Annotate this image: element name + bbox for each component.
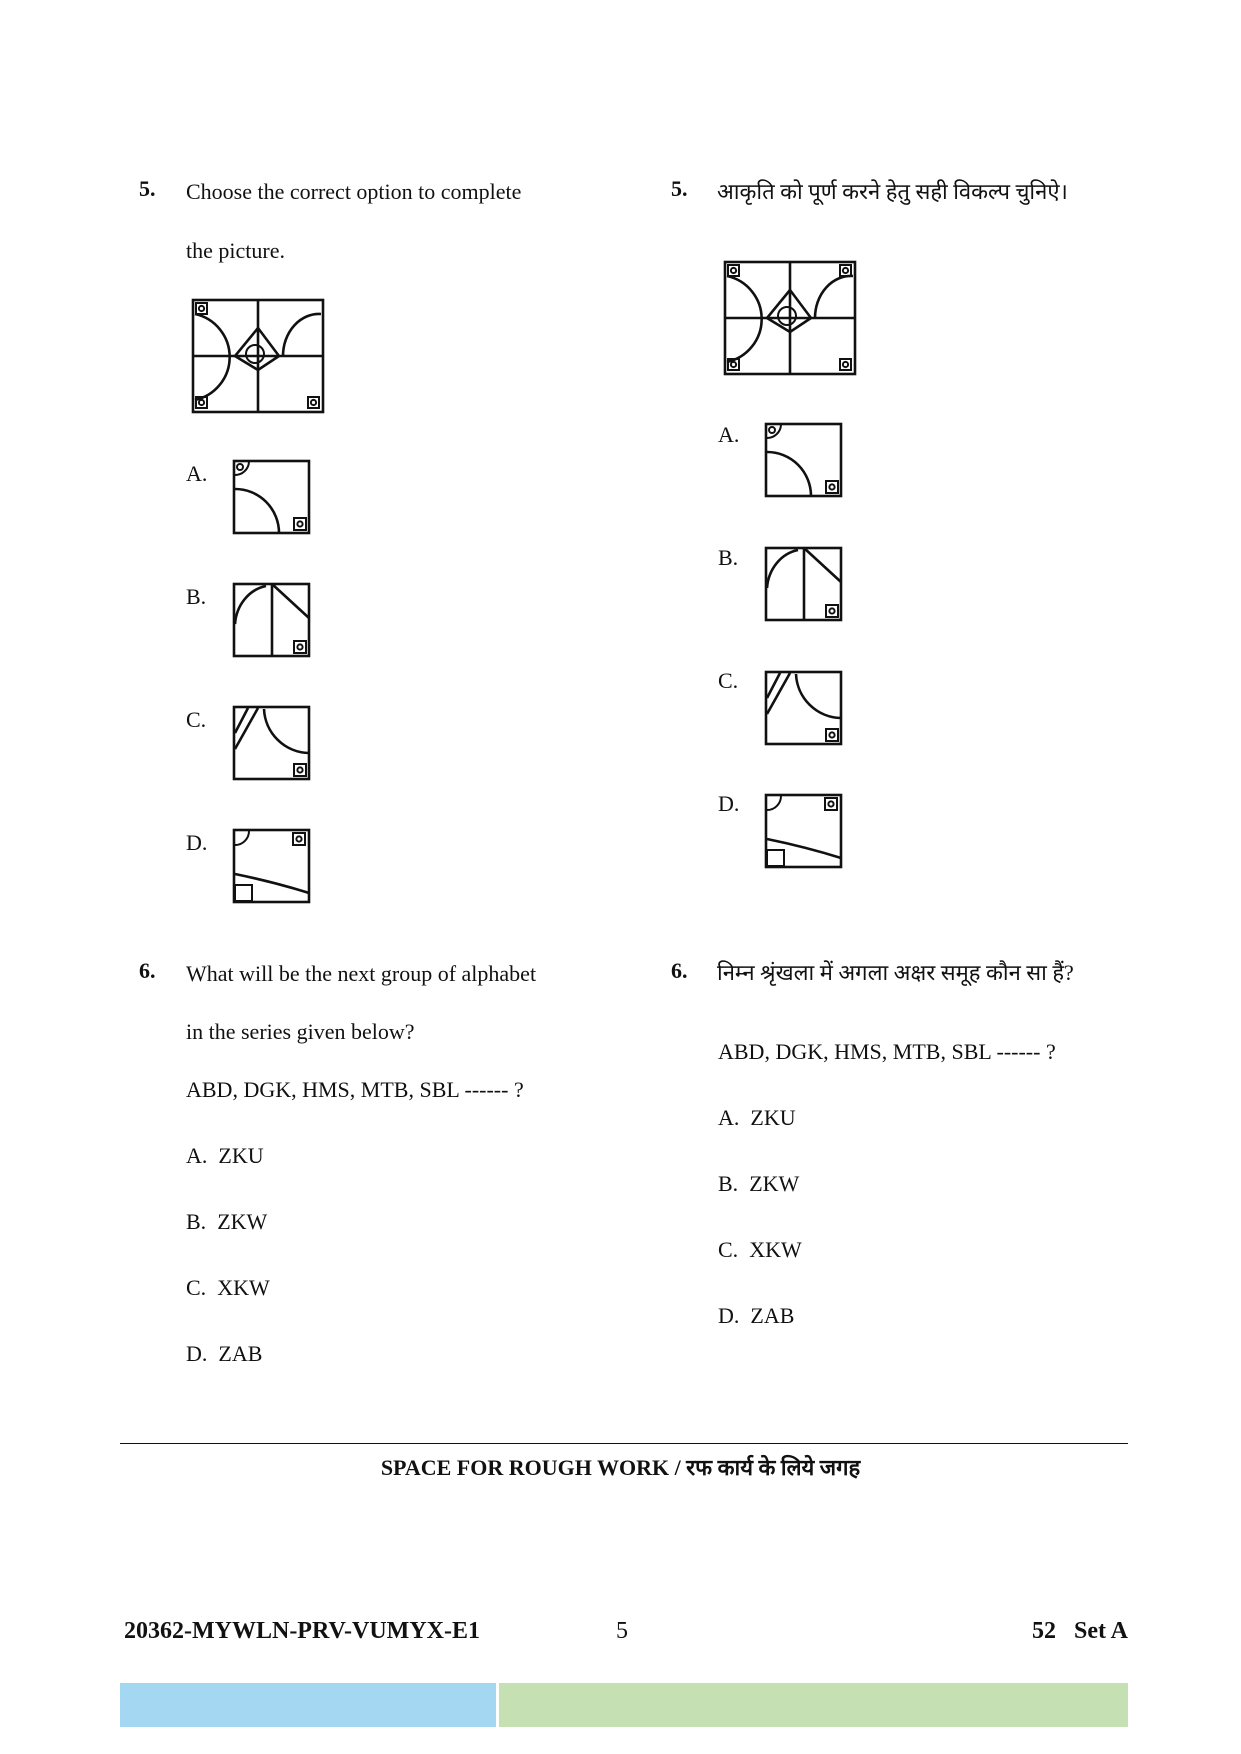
question-number: 6. <box>671 958 688 983</box>
question-text: निम्न श्रृंखला में अगला अक्षर समूह कौन सा हैं? <box>717 960 1074 985</box>
option-letter: D. <box>186 1341 208 1366</box>
option-text: ZAB <box>750 1303 795 1328</box>
option-d[interactable] <box>718 1303 794 1329</box>
question-number: 6. <box>139 958 156 983</box>
option-d-label: D. <box>186 830 208 855</box>
option-d[interactable] <box>186 1341 262 1367</box>
option-letter: D. <box>718 1303 740 1328</box>
option-c-figure[interactable] <box>766 672 842 746</box>
divider <box>120 1443 1128 1444</box>
series-text: ABD, DGK, HMS, MTB, SBL ------ ? <box>186 1077 524 1102</box>
question-text: the picture. <box>186 238 285 263</box>
option-b[interactable] <box>718 1171 799 1197</box>
rough-work-heading: SPACE FOR ROUGH WORK / रफ कार्य के लिये जगह <box>380 1455 861 1480</box>
option-b-figure[interactable] <box>766 548 842 622</box>
option-a-label: A. <box>718 422 740 447</box>
question-text: आकृति को पूर्ण करने हेतु सही विकल्प चुनिऐ। <box>717 179 1068 204</box>
puzzle-main-figure <box>193 300 323 413</box>
option-a[interactable] <box>186 1143 264 1169</box>
option-letter: C. <box>718 1237 739 1262</box>
option-letter: C. <box>186 1275 207 1300</box>
option-c[interactable] <box>718 1237 802 1263</box>
option-d-figure[interactable] <box>766 795 842 869</box>
option-d-figure[interactable] <box>234 830 310 904</box>
option-text: ZKU <box>218 1143 264 1168</box>
option-text: ZAB <box>218 1341 263 1366</box>
option-text: ZKU <box>750 1105 796 1130</box>
option-text: XKW <box>749 1237 802 1262</box>
question-number: 5. <box>671 176 688 201</box>
option-d-label: D. <box>718 791 740 816</box>
question-number: 5. <box>139 176 156 201</box>
option-a-figure[interactable] <box>766 424 842 498</box>
option-c[interactable] <box>186 1275 270 1301</box>
option-c-label: C. <box>186 707 207 732</box>
option-a[interactable] <box>718 1105 796 1131</box>
option-b-figure[interactable] <box>234 584 310 658</box>
page-number: 5 <box>616 1618 628 1644</box>
series-text: ABD, DGK, HMS, MTB, SBL ------ ? <box>718 1039 1056 1064</box>
option-text: XKW <box>217 1275 270 1300</box>
option-letter: B. <box>186 1209 207 1234</box>
set-label: 52 Set A <box>1032 1618 1128 1644</box>
option-b-label: B. <box>186 584 207 609</box>
paper-code: 20362-MYWLN-PRV-VUMYX-E1 <box>124 1618 480 1644</box>
option-letter: B. <box>718 1171 739 1196</box>
option-text: ZKW <box>749 1171 800 1196</box>
option-c-label: C. <box>718 668 739 693</box>
question-text: in the series given below? <box>186 1019 415 1044</box>
option-c-figure[interactable] <box>234 707 310 781</box>
option-letter: A. <box>186 1143 208 1168</box>
option-text: ZKW <box>217 1209 268 1234</box>
option-b[interactable] <box>186 1209 267 1235</box>
question-text: Choose the correct option to complete <box>186 179 522 204</box>
footer-bar-left <box>120 1683 496 1727</box>
option-a-label: A. <box>186 461 208 486</box>
option-letter: A. <box>718 1105 740 1130</box>
question-text: What will be the next group of alphabet <box>186 961 537 986</box>
puzzle-main-figure <box>725 262 855 375</box>
option-a-figure[interactable] <box>234 461 310 535</box>
footer-bar-right <box>499 1683 1128 1727</box>
option-b-label: B. <box>718 545 739 570</box>
